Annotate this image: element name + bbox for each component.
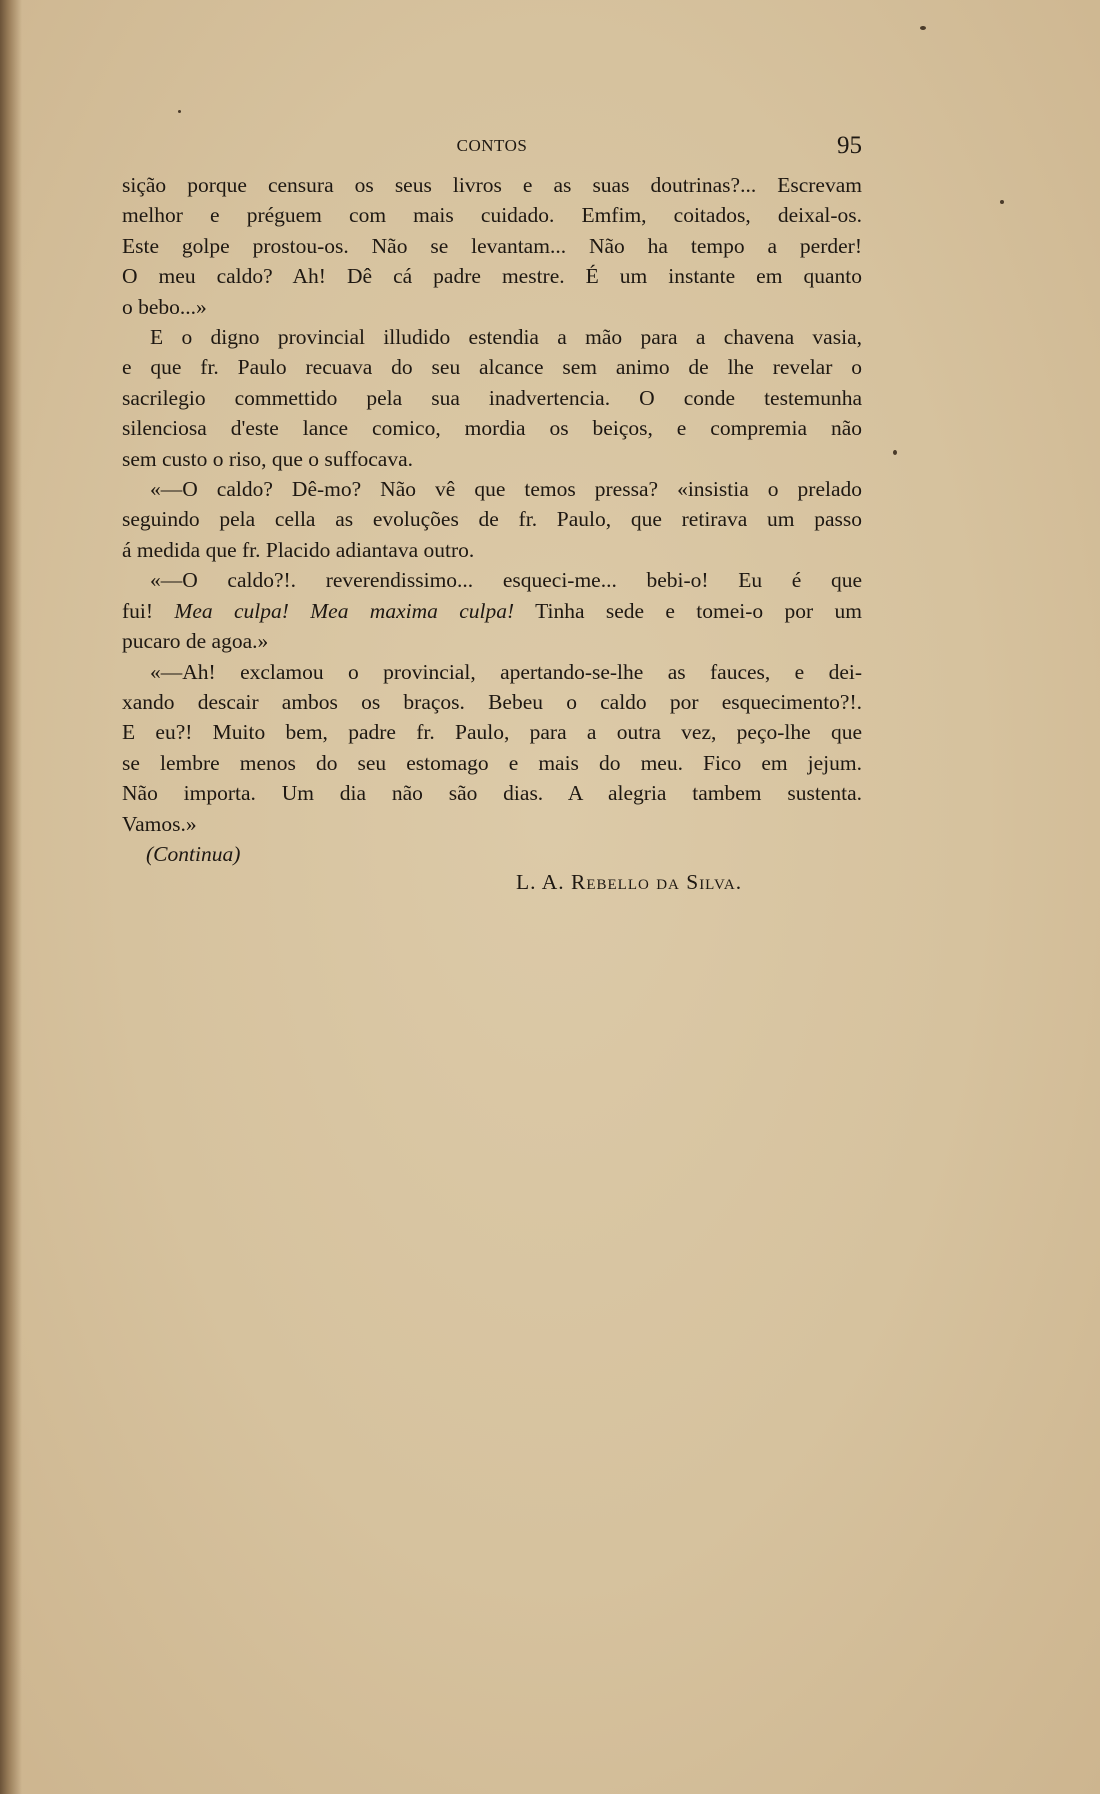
latin-phrase: Mea culpa! Mea maxima culpa! [174, 598, 515, 623]
text-line: á medida que fr. Placido adiantava outro. [122, 537, 475, 562]
author-signature [516, 870, 742, 895]
text-line: Este golpe prostou-os. Não se levantam... Não ha tempo a perder! [122, 233, 862, 258]
page-header [122, 132, 862, 160]
ink-fleck [893, 450, 897, 455]
text-line: E eu?! Muito bem, padre fr. Paulo, para a outra vez, peço-lhe que [122, 720, 862, 745]
text-line: melhor e préguem com mais cuidado. Emfim, coitados, deixal-os. [122, 203, 862, 228]
continua-note: (Continua) [146, 841, 241, 866]
page-number: 95 [837, 132, 862, 159]
text-line: pucaro de agoa.» [122, 629, 269, 654]
author-surname-1: Rebello [570, 870, 650, 894]
text-line: silenciosa d'este lance comico, mordia os beiços, e compremia não [122, 416, 862, 441]
ink-fleck [1000, 200, 1004, 204]
text-line: sem custo o riso, que o suffocava. [122, 446, 413, 471]
text-line: «—O caldo?!. reverendissimo... esqueci-me... bebi-o! Eu é que [150, 568, 862, 593]
text-line: xando descair ambos os braços. Bebeu o caldo por esquecimento?!. [122, 689, 862, 714]
page-spine-shadow [0, 0, 22, 1794]
text-line: «—Ah! exclamou o provincial, apertando-se-lhe as fauces, e dei- [150, 659, 862, 684]
text-line: sacrilegio commettido pela sua inadvertencia. O conde testemunha [122, 385, 862, 410]
culpa-line-post: Tinha sede e tomei-o por um [514, 598, 863, 623]
author-initials: L. A. [516, 870, 565, 894]
text-line: E o digno provincial illudido estendia a mão para a chavena vasia, [150, 325, 862, 350]
text-line: se lembre menos do seu estomago e mais do meu. Fico em jejum. [122, 750, 862, 775]
text-line: seguindo pela cella as evoluções de fr. Paulo, que retirava um passo [122, 507, 862, 532]
ink-fleck [178, 110, 181, 113]
body-text [122, 170, 862, 869]
ink-fleck [920, 26, 926, 30]
culpa-line-pre: fui! [122, 598, 175, 623]
text-line: e que fr. Paulo recuava do seu alcance sem animo de lhe revelar o [122, 355, 862, 380]
text-line: O meu caldo? Ah! Dê cá padre mestre. É um instante em quanto [122, 264, 862, 289]
text-line: Vamos.» [122, 811, 197, 836]
author-particle: da [656, 870, 680, 894]
text-line: o bebo...» [122, 294, 207, 319]
text-line: Não importa. Um dia não são dias. A alegria tambem sustenta. [122, 781, 862, 806]
text-line: «—O caldo? Dê-mo? Não vê que temos pressa? «insistia o prelado [150, 477, 862, 502]
culpa-line [122, 596, 862, 626]
running-head: CONTOS [456, 136, 528, 155]
text-line: sição porque censura os seus livros e as suas doutrinas?... Escrevam [122, 173, 862, 197]
author-surname-2: Silva. [686, 870, 743, 894]
